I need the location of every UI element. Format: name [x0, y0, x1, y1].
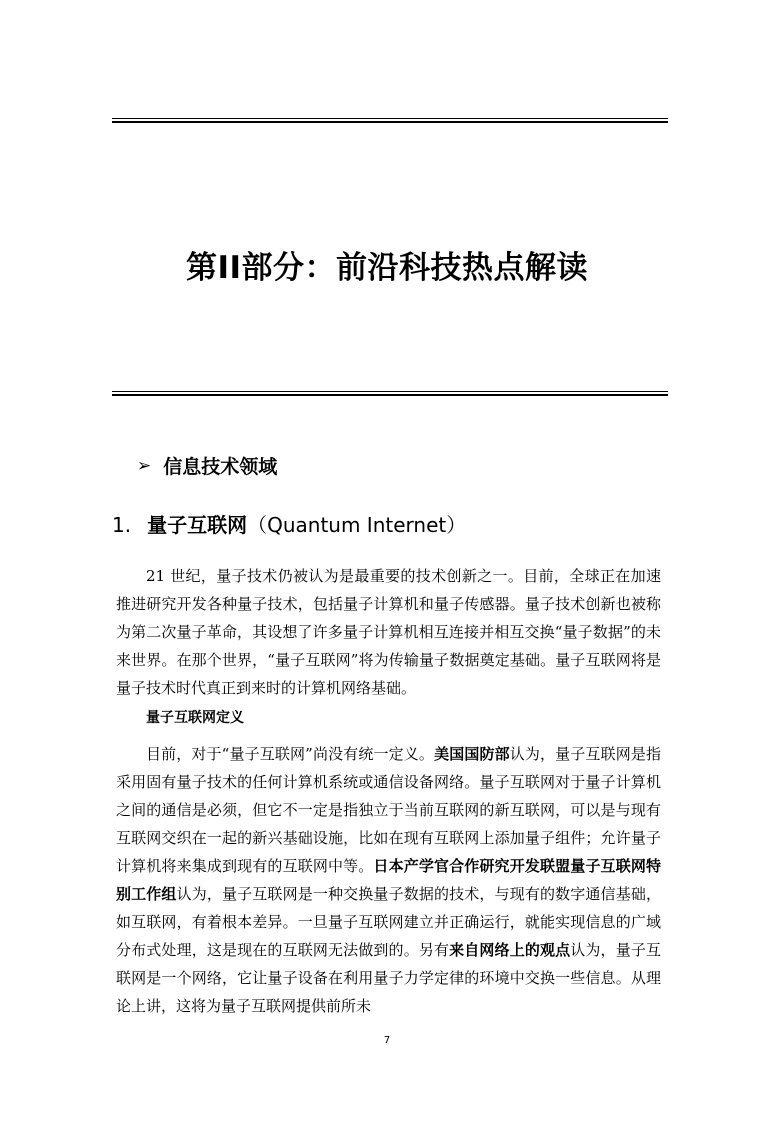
section-label: 信息技术领域 [163, 456, 278, 478]
japan-taskforce-emphasis: 日本产学官合作研究开发联盟量子互联网特别工作组 [116, 857, 661, 903]
section-heading [137, 452, 277, 479]
definition-text-4: 认为，量子互联网是一个网络，它让量子设备在利用量子力学定律的环境中交换一些信息。从理论上讲，这将为量子互联网提供前所未 [116, 941, 661, 1015]
top-rule [112, 118, 668, 123]
us-dod-emphasis: 美国国防部 [434, 745, 510, 763]
heading-en: （Quantum Internet） [247, 513, 467, 537]
definition-text-2: 认为，量子互联网是指采用固有量子技术的任何计算机系统或通信设备网络。量子互联网对于量子计算机之间的通信是必须，但它不一定是指独立于当前互联网的新互联网，可以是与现有互联网交织在一起的新兴基础设施，比如在现有互联网上添加量子组件；允许量子计算机将来集成到现有的互联网中等。 [116, 745, 661, 875]
heading-number: 1. [112, 513, 132, 537]
intro-paragraph: 21 世纪，量子技术仍被认为是最重要的技术创新之一。目前，全球正在加速推进研究开发各种量子技术，包括量子计算机和量子传感器。量子技术创新也被称为第二次量子革命，其设想了许多量子计算机相互连接并相互交换“量子数据”的未来世界。在那个世界，“量子互联网”将为传输量子数据奠定基础。量子互联网将是量子技术时代真正到来时的计算机网络基础。 [116, 567, 661, 697]
arrow-bullet-icon: ➢ [137, 455, 152, 476]
definition-paragraph [116, 740, 661, 1020]
part-title: 第II部分：前沿科技热点解读 [185, 250, 589, 286]
definition-subheading: 量子互联网定义 [146, 710, 244, 726]
heading-quantum-internet [112, 509, 466, 538]
network-view-emphasis: 来自网络上的观点 [449, 941, 571, 959]
definition-text-3: 认为，量子互联网是一种交换量子数据的技术，与现有的数字通信基础，如互联网，有着根本差异。一旦量子互联网建立并正确运行，就能实现信息的广域分布式处理，这是现在的互联网无法做到的。另有 [116, 885, 661, 959]
definition-text-1: 目前，对于“量子互联网”尚没有统一定义。 [146, 745, 435, 763]
heading-zh: 量子互联网 [147, 513, 248, 537]
bottom-rule [112, 391, 668, 396]
page-number: 7 [383, 1035, 391, 1046]
